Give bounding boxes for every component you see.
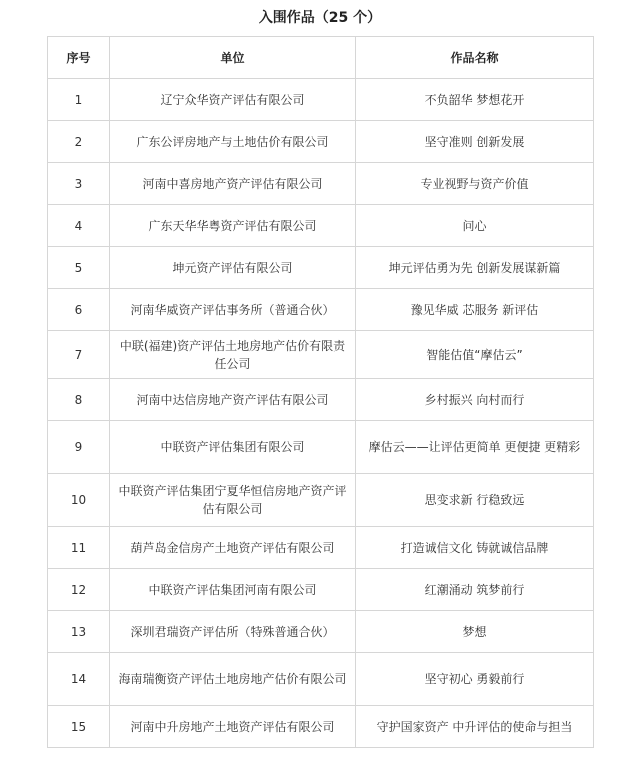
cell-work-title: 守护国家资产 中升评估的使命与担当 [356,706,594,748]
table-row [48,205,594,247]
cell-work-title: 坤元评估勇为先 创新发展谋新篇 [356,247,594,289]
header-unit: 单位 [110,37,356,79]
cell-unit: 中联资产评估集团有限公司 [110,421,356,474]
cell-number: 1 [48,79,110,121]
cell-unit: 辽宁众华资产评估有限公司 [110,79,356,121]
cell-work-title: 专业视野与资产价值 [356,163,594,205]
cell-unit: 广东公评房地产与土地估价有限公司 [110,121,356,163]
cell-unit: 河南华威资产评估事务所（普通合伙） [110,289,356,331]
table-row [48,527,594,569]
cell-number: 15 [48,706,110,748]
cell-unit: 河南中升房地产土地资产评估有限公司 [110,706,356,748]
cell-unit: 河南中达信房地产资产评估有限公司 [110,379,356,421]
cell-work-title: 坚守初心 勇毅前行 [356,653,594,706]
header-work-title: 作品名称 [356,37,594,79]
page-title: 入围作品（25 个） [258,10,382,26]
cell-work-title: 思变求新 行稳致远 [356,474,594,527]
cell-number: 9 [48,421,110,474]
cell-unit: 深圳君瑞资产评估所（特殊普通合伙） [110,611,356,653]
table-row [48,653,594,706]
table-row [48,706,594,748]
table-row [48,121,594,163]
cell-number: 2 [48,121,110,163]
cell-work-title: 问心 [356,205,594,247]
cell-work-title: 豫见华威 芯服务 新评估 [356,289,594,331]
cell-work-title: 摩估云——让评估更简单 更便捷 更精彩 [356,421,594,474]
table-row [48,289,594,331]
cell-number: 8 [48,379,110,421]
table-row [48,474,594,527]
cell-number: 3 [48,163,110,205]
cell-unit: 葫芦岛金信房产土地资产评估有限公司 [110,527,356,569]
table-row [48,421,594,474]
cell-work-title: 梦想 [356,611,594,653]
cell-unit: 河南中喜房地产资产评估有限公司 [110,163,356,205]
cell-work-title: 智能估值“摩估云” [356,331,594,379]
cell-number: 10 [48,474,110,527]
table-row [48,569,594,611]
table-row [48,331,594,379]
table-row [48,163,594,205]
cell-unit: 中联资产评估集团河南有限公司 [110,569,356,611]
cell-number: 13 [48,611,110,653]
cell-unit: 坤元资产评估有限公司 [110,247,356,289]
cell-work-title: 红潮涌动 筑梦前行 [356,569,594,611]
cell-unit: 中联资产评估集团宁夏华恒信房地产资产评估有限公司 [110,474,356,527]
cell-unit: 中联(福建)资产评估土地房地产估价有限责任公司 [110,331,356,379]
shortlist-table [47,36,594,748]
cell-work-title: 不负韶华 梦想花开 [356,79,594,121]
cell-number: 14 [48,653,110,706]
table-row [48,379,594,421]
table-row [48,79,594,121]
cell-number: 4 [48,205,110,247]
cell-work-title: 打造诚信文化 铸就诚信品牌 [356,527,594,569]
table-header-row [48,37,594,79]
table-row [48,611,594,653]
cell-unit: 广东天华华粤资产评估有限公司 [110,205,356,247]
cell-work-title: 乡村振兴 向村而行 [356,379,594,421]
cell-number: 7 [48,331,110,379]
cell-number: 6 [48,289,110,331]
cell-number: 12 [48,569,110,611]
cell-number: 11 [48,527,110,569]
table-row [48,247,594,289]
header-number: 序号 [48,37,110,79]
cell-number: 5 [48,247,110,289]
cell-unit: 海南瑞衡资产评估土地房地产估价有限公司 [110,653,356,706]
cell-work-title: 坚守准则 创新发展 [356,121,594,163]
